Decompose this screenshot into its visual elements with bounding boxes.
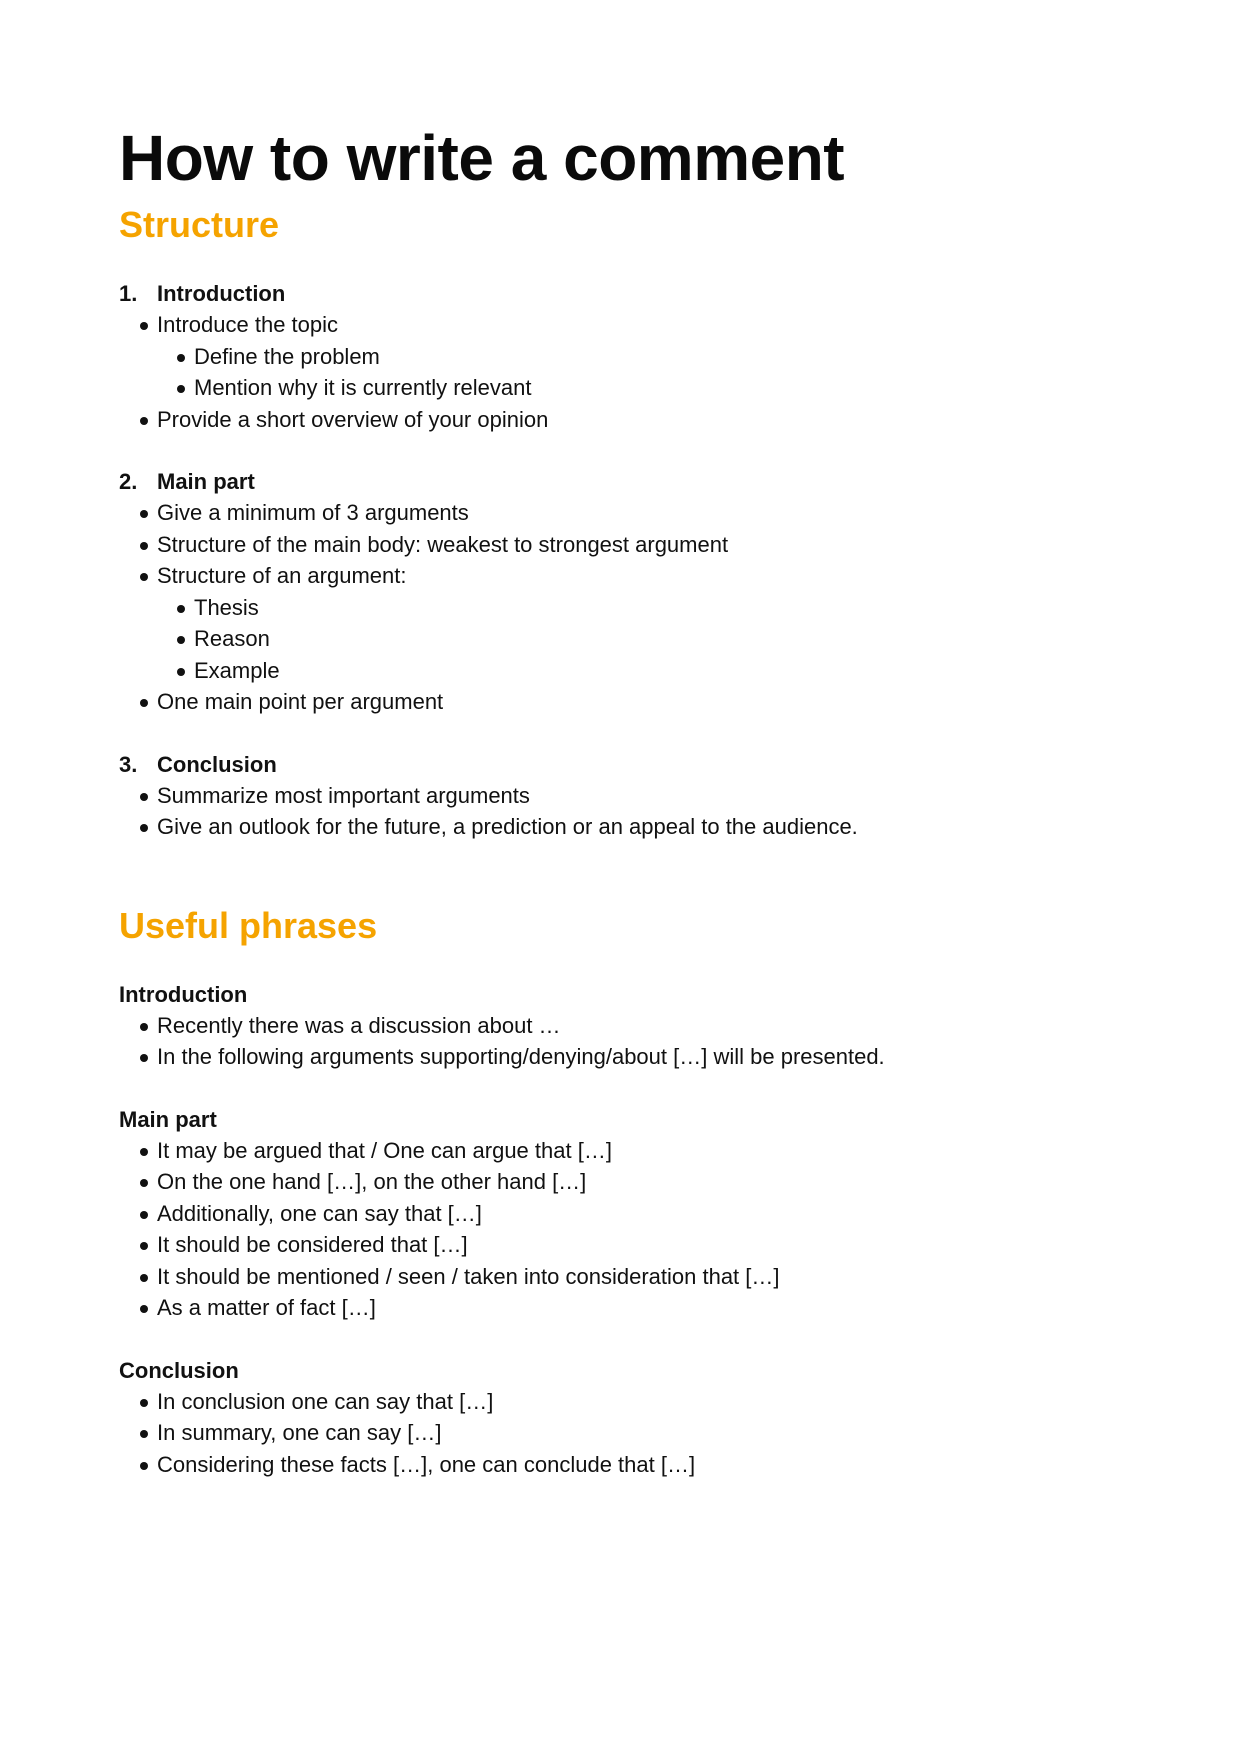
list-item: Define the problem [119, 341, 1119, 373]
phrases-section [119, 1355, 1119, 1481]
section-title: Conclusion [157, 751, 277, 777]
list-item: As a matter of fact […] [119, 1292, 1119, 1324]
list-item: Give a minimum of 3 arguments [119, 497, 1119, 529]
structure-section-heading [119, 278, 1119, 309]
list-item: Thesis [119, 592, 1119, 624]
bullet-list [119, 1135, 1119, 1324]
section-number: 2. [119, 469, 138, 494]
list-item: Introduce the topic [119, 309, 1119, 341]
section-number: 3. [119, 751, 138, 777]
list-item: Additionally, one can say that […] [119, 1198, 1119, 1230]
list-item: On the one hand […], on the other hand […] [119, 1166, 1119, 1198]
section-title: Introduction [157, 281, 286, 306]
list-item: One main point per argument [119, 686, 1119, 718]
structure-list [119, 278, 1119, 843]
phrases-section-heading: Conclusion [119, 1357, 239, 1383]
list-item: It should be considered that […] [119, 1229, 1119, 1261]
bullet-list [119, 309, 1119, 435]
list-item: Structure of the main body: weakest to strongest argument [119, 529, 1119, 561]
list-item: In summary, one can say […] [119, 1417, 1119, 1449]
list-item: Recently there was a discussion about … [119, 1010, 1119, 1042]
bullet-list [119, 1010, 1119, 1073]
list-item: Summarize most important arguments [119, 780, 1119, 812]
structure-section-heading [119, 466, 1119, 497]
list-item: Give an outlook for the future, a prediction or an appeal to the audience. [119, 811, 1119, 843]
list-item: In the following arguments supporting/denying/about […] will be presented. [119, 1041, 1119, 1073]
list-item: Considering these facts […], one can conclude that […] [119, 1449, 1119, 1481]
list-item: Example [119, 655, 1119, 687]
bullet-list [119, 497, 1119, 718]
bullet-list [119, 780, 1119, 843]
structure-section [119, 749, 1119, 843]
structure-section [119, 278, 1119, 435]
page-title: How to write a comment [119, 122, 845, 194]
phrases-section-heading: Introduction [119, 981, 248, 1007]
list-item: Reason [119, 623, 1119, 655]
list-item: In conclusion one can say that […] [119, 1386, 1119, 1418]
list-item: It may be argued that / One can argue that […] [119, 1135, 1119, 1167]
bullet-list [119, 1386, 1119, 1481]
section-title: Main part [157, 469, 255, 494]
document-page [119, 118, 1119, 1480]
useful-phrases-heading: Useful phrases [119, 904, 378, 946]
structure-section [119, 466, 1119, 718]
phrases-section [119, 979, 1119, 1073]
list-item: It should be mentioned / seen / taken into consideration that […] [119, 1261, 1119, 1293]
list-item: Structure of an argument: [119, 560, 1119, 592]
list-item: Provide a short overview of your opinion [119, 404, 1119, 436]
useful-phrases-list [119, 979, 1119, 1481]
list-item: Mention why it is currently relevant [119, 372, 1119, 404]
phrases-section-heading: Main part [119, 1106, 217, 1132]
structure-heading: Structure [119, 204, 280, 245]
structure-section-heading [119, 749, 1119, 780]
phrases-section [119, 1104, 1119, 1324]
section-number: 1. [119, 281, 138, 306]
